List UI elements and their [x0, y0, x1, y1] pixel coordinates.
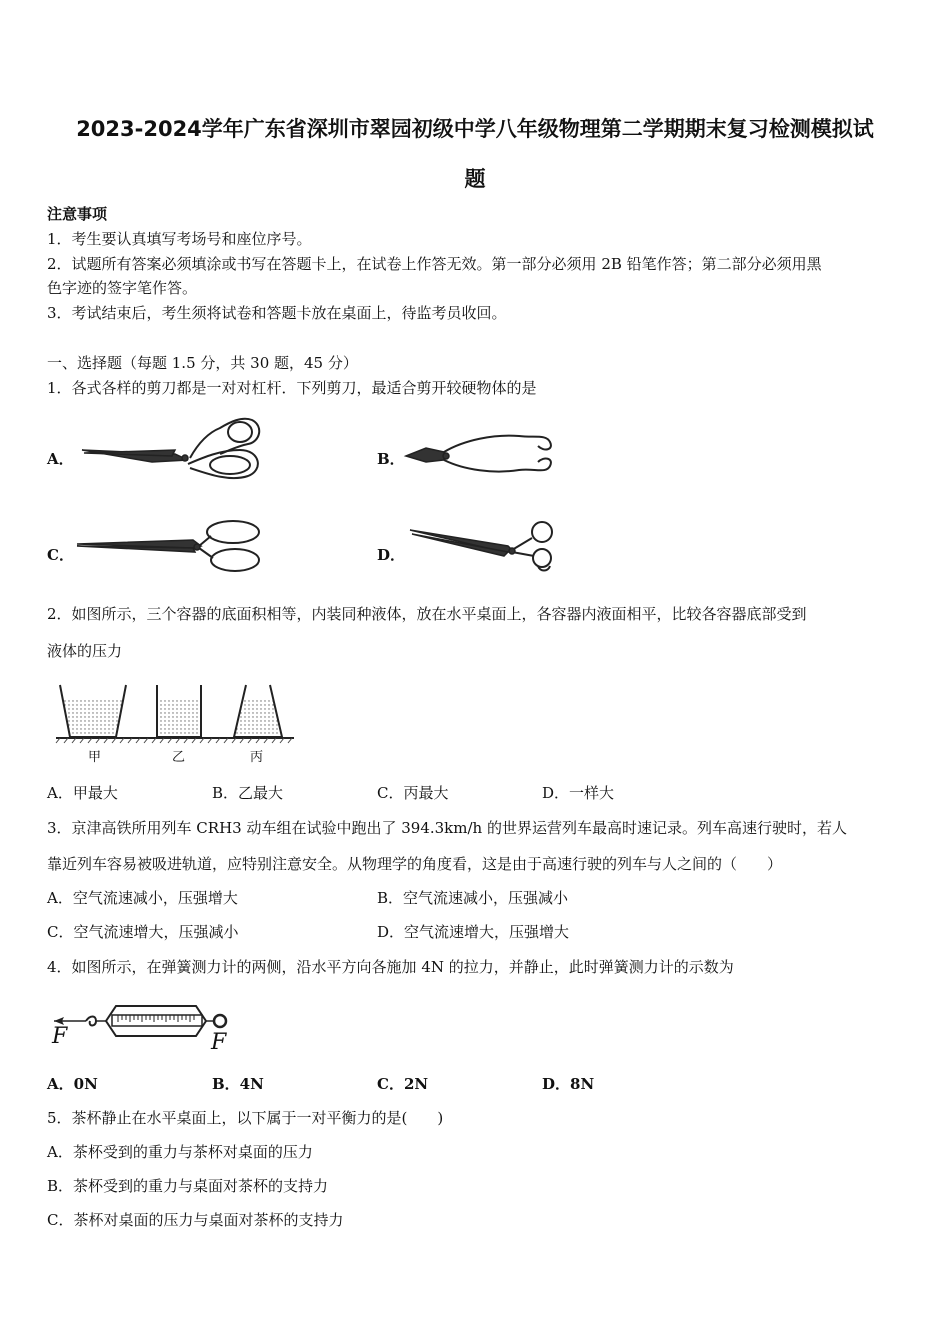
q5-option-b: B．茶杯受到的重力与桌面对茶杯的支持力 — [47, 1177, 329, 1195]
section-heading: 一、选择题（每题 1.5 分，共 30 题，45 分） — [47, 354, 358, 372]
scissors-d-icon — [408, 518, 568, 574]
spring-scale-figure — [50, 1002, 235, 1052]
q1-option-d: D． — [377, 546, 406, 564]
page-title: 2023-2024学年广东省深圳市翠园初级中学八年级物理第二学期期末复习检测模拟试 — [76, 117, 874, 141]
notice-item-1: 1．考生要认真填写考场号和座位序号。 — [47, 230, 312, 248]
q4-stem: 4．如图所示，在弹簧测力计的两侧，沿水平方向各施加 4N 的拉力，并静止，此时弹簧测力计的示数为 — [47, 958, 734, 976]
force-label-left: F — [52, 1024, 68, 1049]
q5-option-a: A．茶杯受到的重力与茶杯对桌面的压力 — [47, 1143, 313, 1161]
q4-option-d: D．8N — [542, 1075, 595, 1093]
q1-option-c: C． — [47, 546, 74, 564]
page-title-continued: 题 — [464, 167, 486, 191]
q2-stem-line1: 2．如图所示，三个容器的底面积相等，内装同种液体，放在水平桌面上，各容器内液面相平，比较各容器底部受到 — [47, 605, 807, 623]
q5-option-c: C．茶杯对桌面的压力与桌面对茶杯的支持力 — [47, 1211, 344, 1229]
q2-stem-line2: 液体的压力 — [47, 642, 123, 660]
q4-option-b: B．4N — [212, 1075, 264, 1093]
force-label-right: F — [211, 1030, 227, 1055]
notice-item-3: 3．考试结束后，考生须将试卷和答题卡放在桌面上，待监考员收回。 — [47, 304, 507, 322]
notice-item-2-cont: 色字迹的签字笔作答。 — [47, 279, 198, 297]
q5-stem: 5．茶杯静止在水平桌面上，以下属于一对平衡力的是( ) — [47, 1109, 444, 1127]
q3-option-a: A．空气流速减小，压强增大 — [47, 889, 238, 907]
scissors-b-icon — [404, 430, 559, 480]
q2-option-c: C．丙最大 — [377, 784, 449, 802]
notice-heading: 注意事项 — [47, 205, 108, 223]
scissors-a-icon — [80, 410, 265, 482]
container-label-jia: 甲 — [88, 750, 102, 765]
q2-option-d: D．一样大 — [542, 784, 615, 802]
q4-option-a: A．0N — [47, 1075, 98, 1093]
q3-option-c: C．空气流速增大，压强减小 — [47, 923, 239, 941]
notice-item-2: 2．试题所有答案必须填涂或书写在答题卡上，在试卷上作答无效。第一部分必须用 2B 铅笔作答；第二部分必须用黑 — [47, 255, 822, 273]
scissors-c-icon — [75, 518, 265, 574]
container-label-yi: 乙 — [172, 750, 186, 765]
q3-stem-line1: 3．京津高铁所用列车 CRH3 动车组在试验中跑出了 394.3km/h 的世界运营列车最高时速记录。列车高速行驶时，若人 — [47, 819, 847, 837]
q2-option-a: A．甲最大 — [47, 784, 118, 802]
q1-option-b: B． — [377, 450, 405, 468]
q4-option-c: C．2N — [377, 1075, 429, 1093]
container-label-bing: 丙 — [250, 750, 264, 765]
q1-stem: 1．各式各样的剪刀都是一对对杠杆．下列剪刀，最适合剪开较硬物体的是 — [47, 379, 537, 397]
q3-stem-line2: 靠近列车容易被吸进轨道，应特别注意安全。从物理学的角度看，这是由于高速行驶的列车与人之间的（ ） — [47, 855, 783, 873]
q2-option-b: B．乙最大 — [212, 784, 284, 802]
q3-option-d: D．空气流速增大，压强增大 — [377, 923, 570, 941]
q1-option-a: A． — [47, 450, 74, 468]
q3-option-b: B．空气流速减小，压强减小 — [377, 889, 569, 907]
